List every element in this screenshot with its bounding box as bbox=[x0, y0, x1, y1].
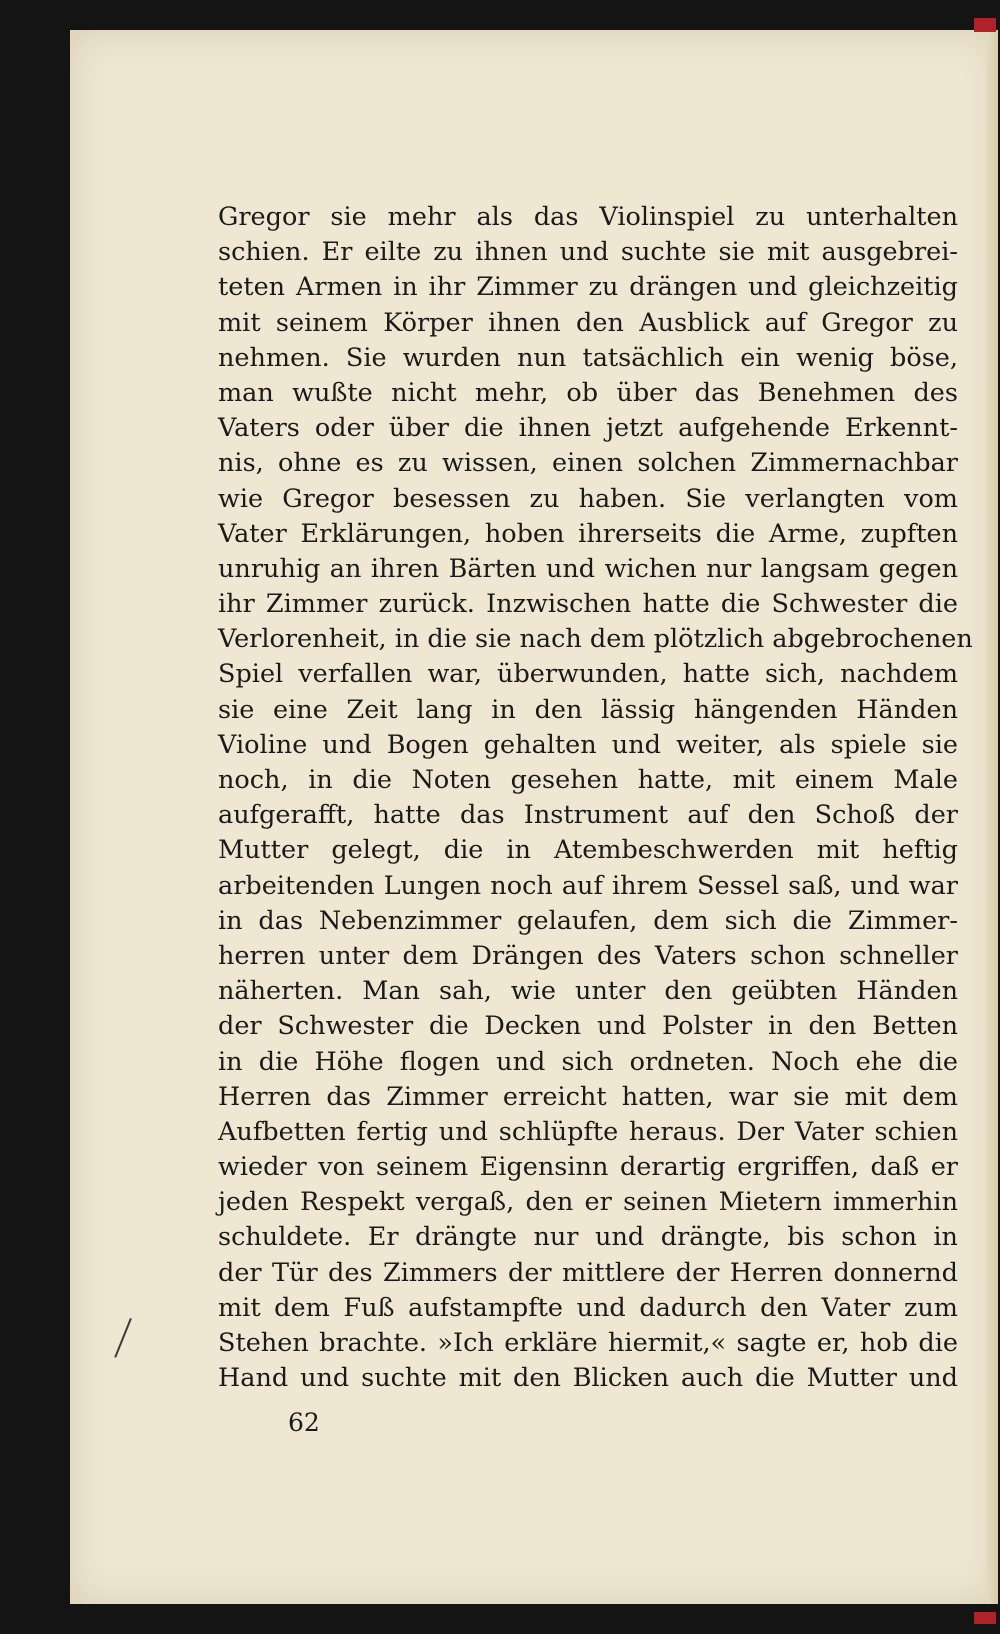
text-line: nehmen. Sie wurden nun tatsächlich ein wenig böse, bbox=[218, 342, 958, 373]
text-line: aufgerafft, hatte das Instrument auf den Schoß der bbox=[218, 800, 958, 831]
text-line: schien. Er eilte zu ihnen und suchte sie mit ausgebrei- bbox=[218, 237, 958, 268]
text-line: herren unter dem Drängen des Vaters schon schneller bbox=[218, 940, 958, 971]
text-line: Violine und Bogen gehalten und weiter, als spiele sie bbox=[218, 729, 958, 760]
text-line: unruhig an ihren Bärten und wichen nur langsam gegen bbox=[218, 553, 958, 584]
text-line: mit dem Fuß aufstampfte und dadurch den Vater zum bbox=[218, 1292, 958, 1323]
text-line: Stehen brachte. »Ich erkläre hiermit,« sagte er, hob die bbox=[218, 1328, 958, 1358]
page-number: 62 bbox=[288, 1408, 320, 1437]
text-line: sie eine Zeit lang in den lässig hängenden Händen bbox=[218, 694, 958, 725]
text-line: arbeitenden Lungen noch auf ihrem Sessel saß, und war bbox=[218, 870, 958, 901]
text-line: der Schwester die Decken und Polster in den Betten bbox=[218, 1011, 958, 1042]
text-line: Gregor sie mehr als das Violinspiel zu unterhalten bbox=[218, 202, 958, 232]
corner-tab-mark bbox=[974, 18, 996, 32]
text-line: Hand und suchte mit den Blicken auch die Mutter und bbox=[218, 1363, 958, 1394]
text-line: Mutter gelegt, die in Atembeschwerden mit heftig bbox=[218, 835, 958, 866]
text-line: näherten. Man sah, wie unter den geübten Händen bbox=[218, 976, 958, 1007]
text-line: in die Höhe flogen und sich ordneten. Noch ehe die bbox=[218, 1046, 958, 1077]
text-line: Vaters oder über die ihnen jetzt aufgehende Erkennt- bbox=[218, 413, 958, 444]
text-line: wieder von seinem Eigensinn derartig ergriffen, daß er bbox=[218, 1152, 958, 1183]
text-line: noch, in die Noten gesehen hatte, mit einem Male bbox=[218, 765, 958, 795]
text-line: Aufbetten fertig und schlüpfte heraus. Der Vater schien bbox=[218, 1116, 958, 1147]
text-line: mit seinem Körper ihnen den Ausblick auf Gregor zu bbox=[218, 307, 958, 338]
text-line: jeden Respekt vergaß, den er seinen Mietern immerhin bbox=[218, 1187, 958, 1218]
text-line: der Tür des Zimmers der mittlere der Herren donnernd bbox=[218, 1257, 958, 1288]
text-line: wie Gregor besessen zu haben. Sie verlangten vom bbox=[218, 483, 958, 514]
text-line: man wußte nicht mehr, ob über das Benehmen des bbox=[218, 377, 958, 408]
text-line: nis, ohne es zu wissen, einen solchen Zimmernachbar bbox=[218, 448, 958, 479]
text-line: in das Nebenzimmer gelaufen, dem sich die Zimmer- bbox=[218, 905, 958, 936]
text-line: schuldete. Er drängte nur und drängte, bis schon in bbox=[218, 1222, 958, 1253]
text-line: Verlorenheit, in die sie nach dem plötzlich abgebrochenen bbox=[218, 624, 973, 655]
text-line: Vater Erklärungen, hoben ihrerseits die Arme, zupften bbox=[218, 518, 958, 549]
text-line: ihr Zimmer zurück. Inzwischen hatte die Schwester die bbox=[218, 589, 958, 620]
text-line: teten Armen in ihr Zimmer zu drängen und gleichzeitig bbox=[218, 272, 958, 303]
text-line: Herren das Zimmer erreicht hatten, war sie mit dem bbox=[218, 1081, 958, 1112]
book-page bbox=[70, 30, 998, 1604]
body-text bbox=[218, 200, 973, 1396]
corner-tab-mark-bottom bbox=[974, 1612, 996, 1624]
text-line: Spiel verfallen war, überwunden, hatte sich, nachdem bbox=[218, 659, 958, 690]
page-edge bbox=[986, 30, 998, 1604]
